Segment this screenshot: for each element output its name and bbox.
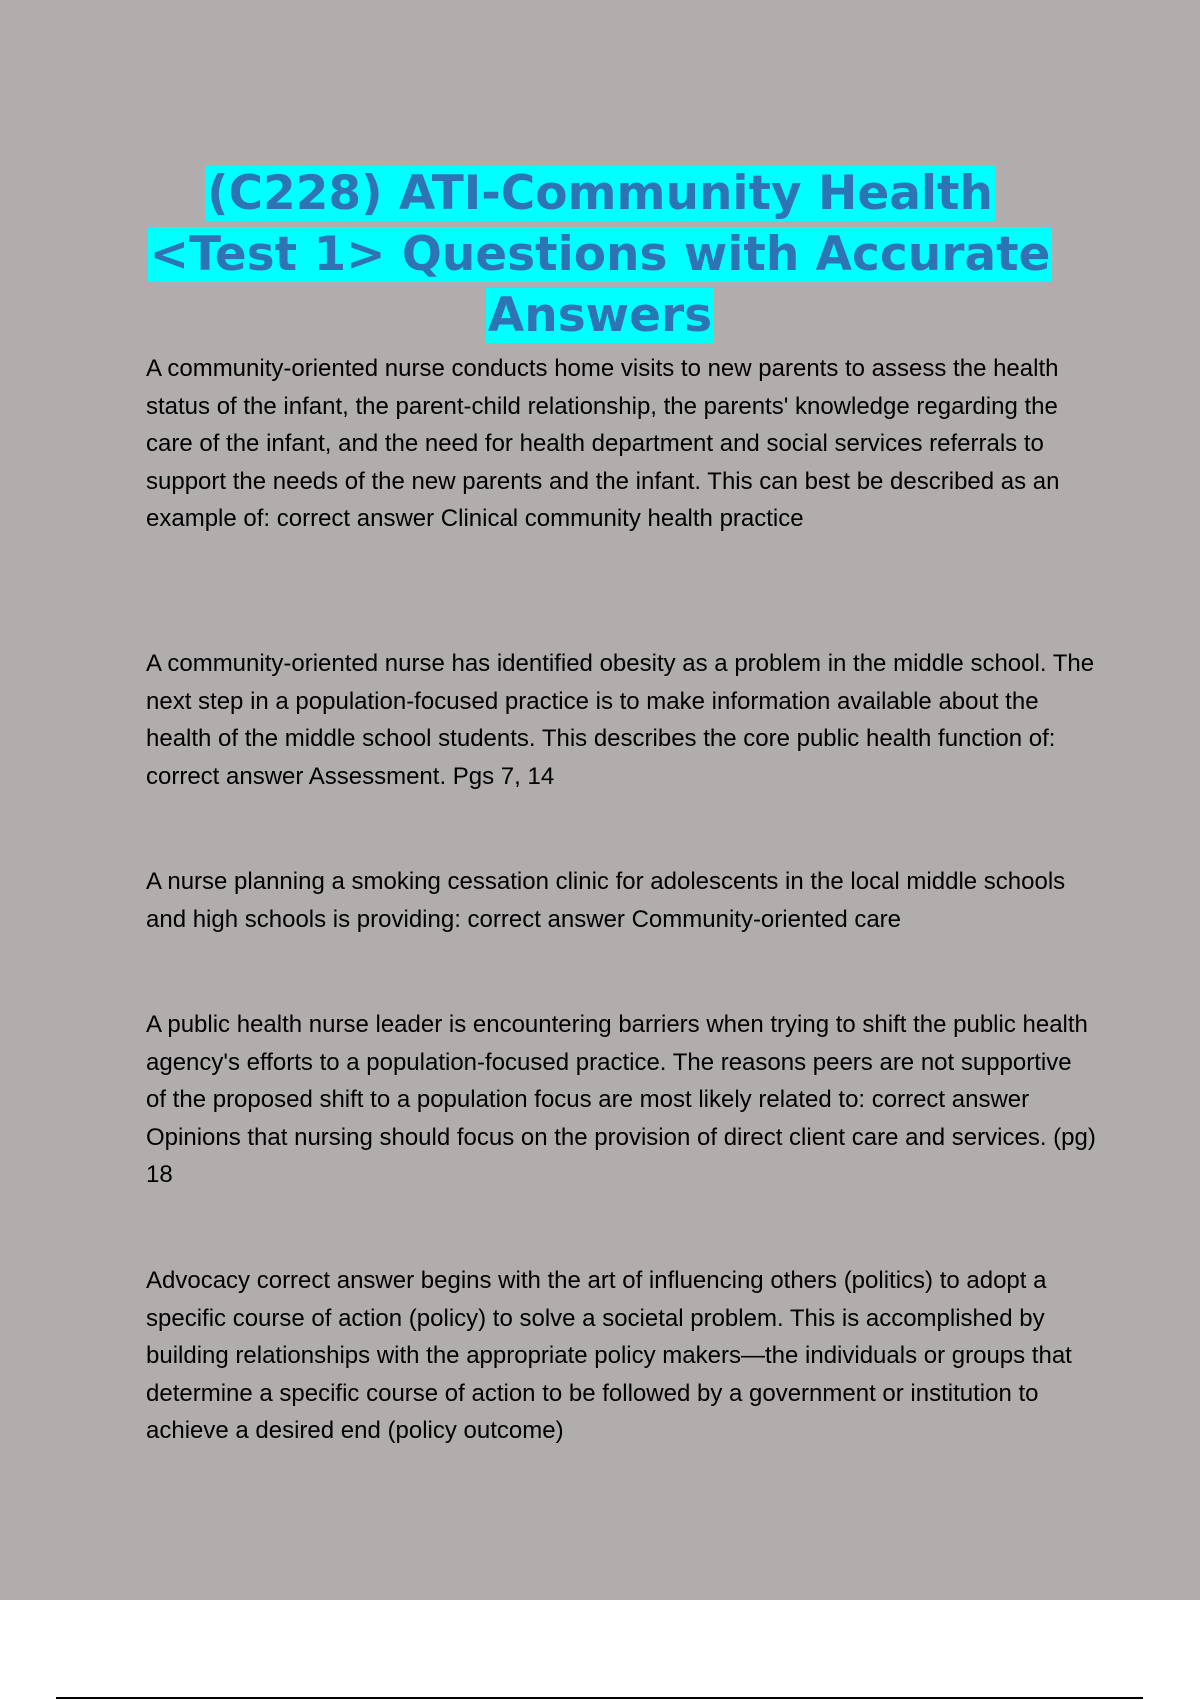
question-paragraph-2: A community-oriented nurse has identified obesity as a problem in the middle school. The next step in a population-focused practice is to make information available about the health of the middle school students. This describes the core public health function of: correct answer Assessment. Pgs 7, 14 xyxy=(146,650,1095,790)
question-paragraph-4: A public health nurse leader is encountering barriers when trying to shift the public health agency's efforts to a population-focused practice. The reasons peers are not supportive of the proposed shift to a population focus are most likely related to: correct answer Opinions that nursing should focus on the provision of direct client care and services. (pg) 18 xyxy=(146,1011,1096,1188)
title-line-2: <Test 1> Questions with Accurate xyxy=(149,227,1051,282)
title-line-1: (C228) ATI-Community Health xyxy=(207,166,993,221)
question-paragraph-5: Advocacy correct answer begins with the art of influencing others (politics) to adopt a specific course of action (policy) to solve a societal problem. This is accomplished by building relationships with the appropriate policy makers—the individuals or groups that determine a specific course of action to be followed by a government or institution to achieve a desired end (policy outcome) xyxy=(146,1267,1072,1444)
question-paragraph-3: A nurse planning a smoking cessation clinic for adolescents in the local middle schools and high schools is providing: correct answer Community-oriented care xyxy=(146,868,1066,933)
question-paragraph-1: A community-oriented nurse conducts home visits to new parents to assess the health status of the infant, the parent-child relationship, the parents' knowledge regarding the care of the infant, and the need for health department and social services referrals to support the needs of the new parents and the infant. This can best be described as an example of: correct answer Clinical community health practice xyxy=(146,355,1060,532)
footer-divider xyxy=(56,1697,1143,1699)
document-title xyxy=(120,163,1080,346)
title-line-3: Answers xyxy=(487,288,713,343)
